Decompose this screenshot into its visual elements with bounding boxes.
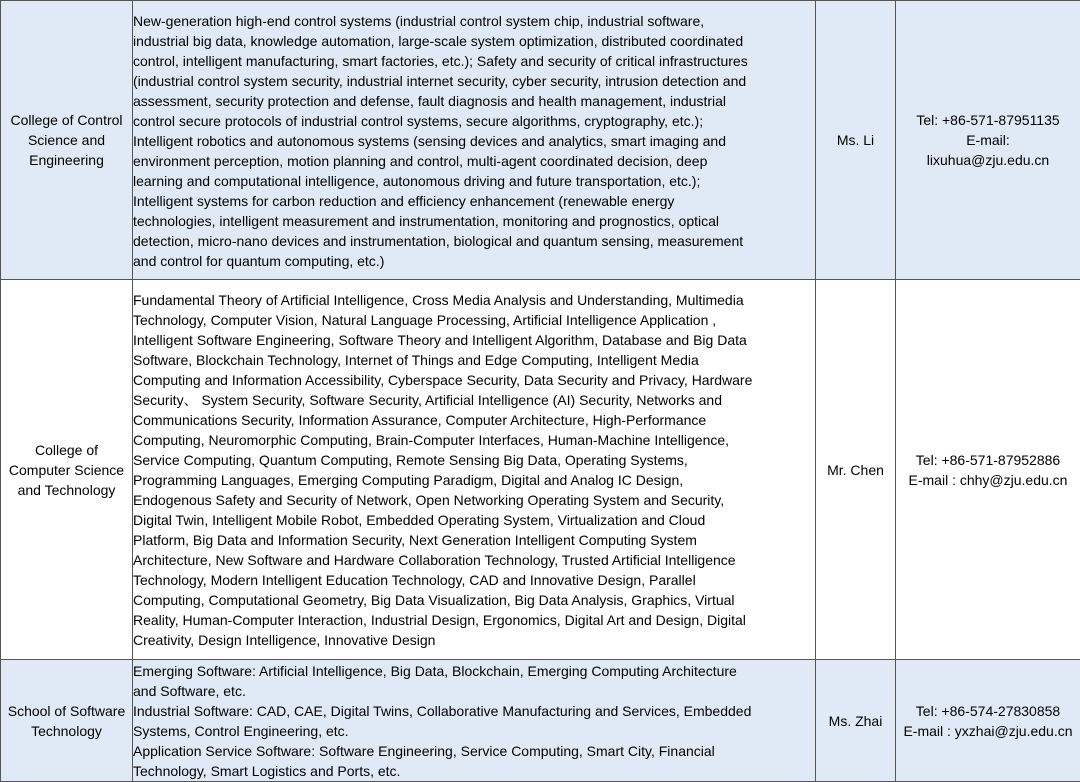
college-name-line: College of Control <box>1 110 132 130</box>
research-areas-cell <box>133 280 816 660</box>
contact-info-line: Tel: +86-571-87951135 <box>896 110 1080 130</box>
contact-person-cell <box>816 280 896 660</box>
research-text-line: Technology, Computer Vision, Natural Language Processing, Artificial Intelligence Application , <box>133 310 815 330</box>
research-text-line: Technology, Smart Logistics and Ports, etc. <box>133 761 815 781</box>
research-text-line: Platform, Big Data and Information Security, Next Generation Intelligent Computing System <box>133 530 815 550</box>
contact-person-cell <box>816 1 896 280</box>
research-text-line: Service Computing, Quantum Computing, Remote Sensing Big Data, Operating Systems, <box>133 450 815 470</box>
contact-info-line: Tel: +86-574-27830858 <box>896 701 1080 721</box>
research-text-line: Emerging Software: Artificial Intelligence, Big Data, Blockchain, Emerging Computing Architecture <box>133 661 815 681</box>
research-text-line: Computing, Computational Geometry, Big Data Visualization, Big Data Analysis, Graphics, Virtual <box>133 590 815 610</box>
research-text-line: Communications Security, Information Assurance, Computer Architecture, High-Performance <box>133 410 815 430</box>
research-areas-cell <box>133 660 816 782</box>
research-text-line: learning and computational intelligence, autonomous driving and future transportation, etc.); <box>133 171 815 191</box>
contact-email-link[interactable]: E-mail : chhy@zju.edu.cn <box>896 470 1080 490</box>
research-text-line: Technology, Modern Intelligent Education Technology, CAD and Innovative Design, Parallel <box>133 570 815 590</box>
research-text-line: Application Service Software: Software Engineering, Service Computing, Smart City, Financial <box>133 741 815 761</box>
contact-info-line: E-mail: <box>896 130 1080 150</box>
college-name-line: Technology <box>1 721 132 741</box>
contact-email-link[interactable]: lixuhua@zju.edu.cn <box>896 150 1080 170</box>
research-text-line: control, intelligent manufacturing, smart factories, etc.); Safety and security of critical infrastructures <box>133 51 815 71</box>
contact-person: Mr. Chen <box>816 460 895 480</box>
college-name-line: School of Software <box>1 701 132 721</box>
college-cell <box>1 1 133 280</box>
contact-email-link[interactable]: E-mail : yxzhai@zju.edu.cn <box>896 721 1080 741</box>
college-name-line: and Technology <box>1 480 132 500</box>
research-text-line: Industrial Software: CAD, CAE, Digital Twins, Collaborative Manufacturing and Services, Embedded <box>133 701 815 721</box>
table-row <box>1 1 1080 280</box>
contact-info-cell <box>896 660 1080 782</box>
research-text-line: Reality, Human-Computer Interaction, Industrial Design, Ergonomics, Digital Art and Design, Digital <box>133 610 815 630</box>
research-text-line: Systems, Control Engineering, etc. <box>133 721 815 741</box>
research-text-line: Software, Blockchain Technology, Internet of Things and Edge Computing, Intelligent Media <box>133 350 815 370</box>
research-text-line: Security、 System Security, Software Security, Artificial Intelligence (AI) Security, Networks and <box>133 390 815 410</box>
college-name-line: College of <box>1 440 132 460</box>
research-areas-cell <box>133 1 816 280</box>
research-text-line: environment perception, motion planning and control, multi-agent coordinated decision, deep <box>133 151 815 171</box>
research-text-line: and control for quantum computing, etc.) <box>133 251 815 271</box>
research-text-line: control secure protocols of industrial control systems, secure algorithms, cryptography, etc.); <box>133 111 815 131</box>
research-text-line: Programming Languages, Emerging Computing Paradigm, Digital and Analog IC Design, <box>133 470 815 490</box>
contact-info-line: Tel: +86-571-87952886 <box>896 450 1080 470</box>
contact-info-cell <box>896 280 1080 660</box>
research-text-line: New-generation high-end control systems (industrial control system chip, industrial software, <box>133 11 815 31</box>
research-text-line: Computing, Neuromorphic Computing, Brain-Computer Interfaces, Human-Machine Intelligence, <box>133 430 815 450</box>
research-text-line: Digital Twin, Intelligent Mobile Robot, Embedded Operating System, Virtualization and Cloud <box>133 510 815 530</box>
research-text-line: industrial big data, knowledge automation, large-scale system optimization, distributed coordinated <box>133 31 815 51</box>
contact-info-cell <box>896 1 1080 280</box>
research-text-line: assessment, security protection and defense, fault diagnosis and health management, industrial <box>133 91 815 111</box>
college-cell <box>1 280 133 660</box>
contact-person: Ms. Li <box>816 130 895 150</box>
research-text-line: Endogenous Safety and Security of Network, Open Networking Operating System and Security, <box>133 490 815 510</box>
research-text-line: Fundamental Theory of Artificial Intelligence, Cross Media Analysis and Understanding, Multimedia <box>133 290 815 310</box>
college-cell <box>1 660 133 782</box>
research-text-line: (industrial control system security, industrial internet security, cyber security, intrusion detection and <box>133 71 815 91</box>
research-text-line: Creativity, Design Intelligence, Innovative Design <box>133 630 815 650</box>
college-name-line: Engineering <box>1 150 132 170</box>
research-text-line: Intelligent systems for carbon reduction and efficiency enhancement (renewable energy <box>133 191 815 211</box>
college-name-line: Computer Science <box>1 460 132 480</box>
research-text-line: Architecture, New Software and Hardware Collaboration Technology, Trusted Artificial Intelligence <box>133 550 815 570</box>
research-text-line: Intelligent Software Engineering, Software Theory and Intelligent Algorithm, Database and Big Data <box>133 330 815 350</box>
research-text-line: and Software, etc. <box>133 681 815 701</box>
contact-person: Ms. Zhai <box>816 711 895 731</box>
table-row <box>1 280 1080 660</box>
research-text-line: Intelligent robotics and autonomous systems (sensing devices and analytics, smart imaging and <box>133 131 815 151</box>
table-row <box>1 660 1080 782</box>
research-text-line: Computing and Information Accessibility, Cyberspace Security, Data Security and Privacy, Hardware <box>133 370 815 390</box>
research-text-line: technologies, intelligent measurement and instrumentation, monitoring and prognostics, optical <box>133 211 815 231</box>
college-name-line: Science and <box>1 130 132 150</box>
research-text-line: detection, micro-nano devices and instrumentation, biological and quantum sensing, measurement <box>133 231 815 251</box>
contact-person-cell <box>816 660 896 782</box>
